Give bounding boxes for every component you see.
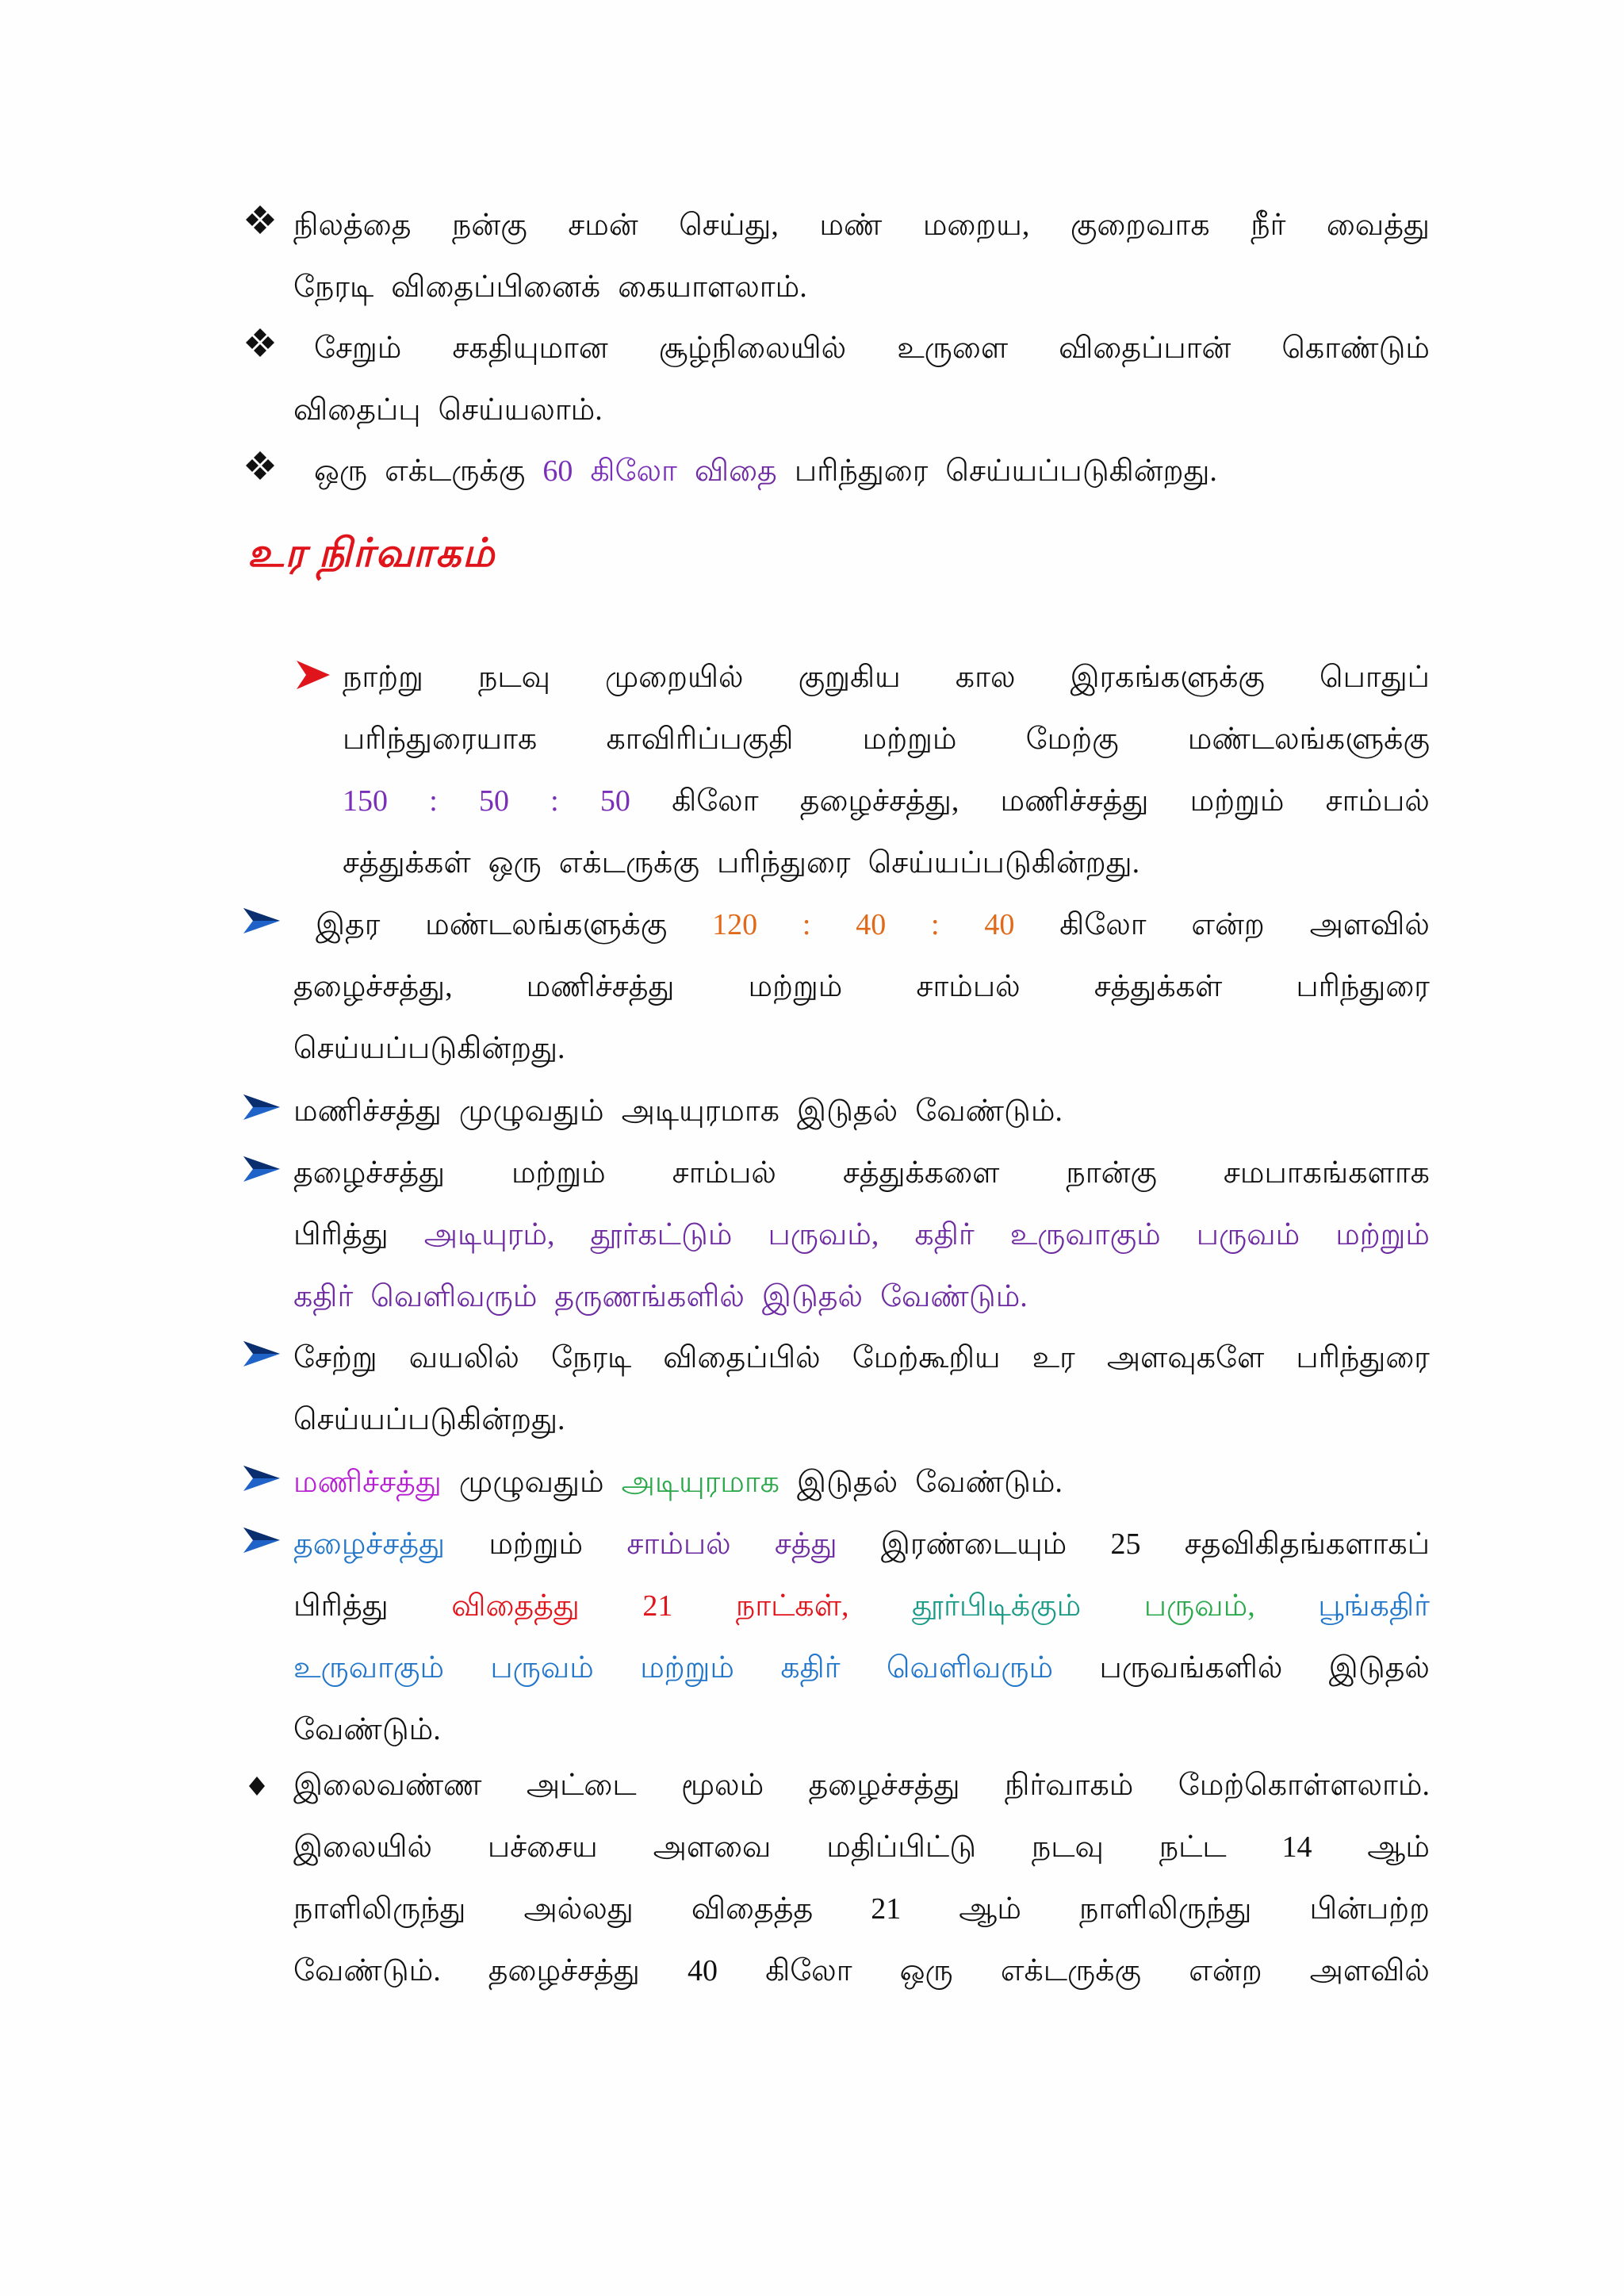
word: மற்றும்: [862, 723, 957, 756]
sowing-bullet-item: [293, 440, 1430, 502]
word: மேற்கூறிய: [852, 1341, 1001, 1374]
word: மேற்கு: [1025, 723, 1119, 756]
word: இரகங்களுக்கு: [1070, 661, 1265, 694]
word: 21: [642, 1589, 673, 1623]
word: தழைச்சத்து,: [799, 784, 959, 818]
word: கொண்டும்: [1281, 332, 1430, 365]
red-arrowhead-bullet-icon: [293, 656, 335, 697]
word: சேறும்: [314, 332, 402, 365]
text-line: [293, 256, 1430, 318]
word: நாட்கள்,: [735, 1589, 849, 1623]
word: ஒரு: [899, 1954, 953, 1987]
text-line: [343, 708, 1430, 770]
word: அடியுரமாக: [621, 1466, 780, 1499]
word: செய்யப்படுகின்றது.: [293, 1032, 565, 1065]
word: என்ற: [1191, 908, 1265, 941]
word: ஆம்: [959, 1892, 1021, 1926]
four-diamond-bullet-icon: [246, 327, 287, 368]
fertilizer-bullet-item: [343, 646, 1430, 894]
text-line: [293, 1816, 1430, 1878]
four-diamond-bullet-icon: [246, 204, 287, 245]
word: வேண்டும்.: [293, 1713, 441, 1746]
text-line: [293, 194, 1430, 256]
text-line: [293, 1513, 1430, 1575]
word: உருவாகும்: [1009, 1218, 1161, 1251]
word: மணிச்சத்து: [1000, 784, 1149, 818]
word: 14: [1281, 1830, 1312, 1864]
word: இதர: [316, 908, 381, 941]
word: எக்டருக்கு: [558, 846, 699, 880]
word: பச்சைய: [487, 1830, 598, 1864]
word: சமபாகங்களாக: [1223, 1156, 1430, 1190]
word: காவிரிப்பகுதி: [606, 723, 794, 756]
word: நாளிலிருந்து: [293, 1892, 466, 1926]
blue-arrowhead-bullet-icon: [242, 1152, 283, 1193]
word: :: [802, 908, 811, 941]
word: எக்டருக்கு: [385, 454, 526, 488]
text-line: [293, 1754, 1430, 1816]
word: மற்றும்: [1189, 784, 1285, 818]
fertilizer-bullet-item: [293, 1451, 1430, 1513]
fertilizer-bullet-item: [293, 1080, 1430, 1142]
word: கையாளலாம்.: [618, 270, 807, 304]
word: மற்றும்: [640, 1651, 734, 1685]
word: தழைச்சத்து,: [293, 970, 453, 1003]
word: சத்துக்கள்: [343, 846, 471, 880]
sowing-bullet-item: [293, 317, 1430, 441]
word: நட்ட: [1159, 1830, 1227, 1864]
word: விதைப்பினைக்: [391, 270, 601, 304]
word: சாம்பல்: [916, 970, 1021, 1003]
blue-arrowhead-bullet-icon: [242, 1523, 283, 1564]
word: தருணங்களில்: [554, 1280, 745, 1313]
word: பிரித்து: [293, 1589, 389, 1623]
word: :: [931, 908, 940, 941]
word: நன்கு: [451, 209, 527, 242]
four-diamond-bullet-icon: [246, 450, 287, 491]
word: பருவம்,: [1143, 1589, 1255, 1623]
blue-arrowhead-bullet-icon: [242, 1461, 283, 1502]
word: சத்துக்கள்: [1094, 970, 1223, 1003]
word: மற்றும்: [1335, 1218, 1430, 1251]
text-line: [343, 832, 1430, 894]
word: விதைப்பான்: [1059, 332, 1231, 365]
leaf-chart-item: [293, 1754, 1430, 2002]
word: மண்: [819, 209, 883, 242]
word: தழைச்சத்து: [488, 1954, 640, 1987]
word: தழைச்சத்து: [808, 1769, 960, 1802]
word: பரிந்துரையாக: [343, 723, 538, 756]
text-line: [293, 440, 1430, 502]
text-line: [293, 1699, 1430, 1761]
word: மதிப்பிட்டு: [826, 1830, 977, 1864]
word: இடுதல்: [761, 1280, 864, 1313]
text-line: [293, 1204, 1430, 1266]
text-line: [293, 1878, 1430, 1940]
word: இலைவண்ண: [293, 1769, 482, 1802]
sowing-bullet-item: [293, 194, 1430, 318]
word: மற்றும்: [488, 1527, 584, 1561]
word: பொதுப்: [1320, 661, 1430, 694]
word: முறையில்: [605, 661, 744, 694]
word: தூர்கட்டும்: [590, 1218, 733, 1251]
word: பிரித்து: [293, 1218, 389, 1251]
word: செய்து,: [679, 209, 779, 242]
word: உருளை: [897, 332, 1009, 365]
word: இடுதல்: [1328, 1651, 1430, 1685]
word: இடுதல்: [797, 1466, 898, 1499]
word: அளவை: [653, 1830, 772, 1864]
word: கதிர்: [293, 1280, 354, 1313]
word: சதவிகிதங்களாகப்: [1184, 1527, 1430, 1561]
word: பருவம்: [1196, 1218, 1300, 1251]
word: ஆம்: [1367, 1830, 1430, 1864]
word: கதிர்: [780, 1651, 841, 1685]
word: மற்றும்: [748, 970, 843, 1003]
word: தூர்பிடிக்கும்: [912, 1589, 1082, 1623]
word: அளவில்: [1309, 908, 1430, 941]
word: 60: [542, 454, 573, 488]
word: சூழ்நிலையில்: [658, 332, 847, 365]
word: தழைச்சத்து: [293, 1156, 446, 1190]
word: நிலத்தை: [293, 209, 412, 242]
word: 50: [478, 784, 509, 818]
word: சமன்: [568, 209, 638, 242]
word: செய்யப்படுகின்றது.: [293, 1403, 565, 1436]
word: சேற்று: [293, 1341, 377, 1374]
text-line: [293, 894, 1430, 956]
fertilizer-bullet-item: [293, 1142, 1430, 1328]
word: மண்டலங்களுக்கு: [425, 908, 668, 941]
word: கதிர்: [914, 1218, 975, 1251]
word: விதை: [694, 454, 777, 488]
word: கால: [955, 661, 1016, 694]
text-line: [293, 1080, 1430, 1142]
word: பரிந்துரை: [1296, 970, 1430, 1003]
text-line: [293, 317, 1430, 379]
word: விதைப்பு: [293, 393, 421, 427]
text-line: [293, 1018, 1430, 1079]
section-heading: உர நிர்வாகம்: [247, 531, 496, 575]
blue-arrowhead-bullet-icon: [242, 1090, 283, 1131]
word: விதைத்த: [691, 1892, 814, 1926]
word: குறைவாக: [1070, 209, 1210, 242]
blue-arrowhead-bullet-icon: [242, 1336, 283, 1378]
word: செய்யப்படுகின்றது.: [945, 454, 1217, 488]
word: நடவு: [477, 661, 550, 694]
word: நேரடி: [550, 1341, 632, 1374]
black-diamond-bullet-icon: [246, 1767, 287, 1808]
word: 150: [343, 784, 388, 818]
fertilizer-bullet-item: [293, 1513, 1430, 1761]
word: இடுதல்: [797, 1094, 898, 1128]
text-line: [343, 770, 1430, 832]
word: செய்யப்படுகின்றது.: [868, 846, 1140, 880]
word: பின்பற்ற: [1309, 1892, 1430, 1926]
word: நாற்று: [343, 661, 423, 694]
word: கிலோ: [1059, 908, 1147, 941]
word: கிலோ: [672, 784, 759, 818]
word: வயலில்: [408, 1341, 519, 1374]
word: பரிந்துரை: [717, 846, 851, 880]
word: வேண்டும்.: [915, 1094, 1063, 1128]
word: :: [429, 784, 438, 818]
word: உர: [1032, 1341, 1075, 1374]
word: அடியுரம்,: [423, 1218, 555, 1251]
word: பரிந்துரை: [794, 454, 929, 488]
word: நிர்வாகம்: [1004, 1769, 1134, 1802]
fertilizer-bullet-item: [293, 1327, 1430, 1451]
word: நீர்: [1251, 209, 1286, 242]
word: வெளிவரும்: [370, 1280, 538, 1313]
word: பருவம்: [490, 1651, 594, 1685]
word: நடவு: [1031, 1830, 1104, 1864]
word: விதைத்து: [451, 1589, 580, 1623]
text-line: [343, 646, 1430, 708]
text-line: [293, 956, 1430, 1018]
text-line: [293, 1451, 1430, 1513]
word: 21: [871, 1892, 902, 1926]
word: என்ற: [1189, 1954, 1262, 1987]
word: அடியுரமாக: [621, 1094, 780, 1128]
word: 25: [1110, 1527, 1141, 1561]
word: அட்டை: [526, 1769, 637, 1802]
word: கிலோ: [765, 1954, 852, 1987]
word: இலையில்: [293, 1830, 433, 1864]
text-line: [293, 1940, 1430, 2002]
word: மூலம்: [680, 1769, 764, 1802]
text-line: [293, 1575, 1430, 1637]
word: 120: [712, 908, 758, 941]
word: மறைய,: [922, 209, 1030, 242]
word: அல்லது: [523, 1892, 634, 1926]
word: முழுவதும்: [458, 1466, 604, 1499]
word: மணிச்சத்து: [293, 1094, 442, 1128]
word: 50: [599, 784, 630, 818]
text-line: [293, 1327, 1430, 1389]
word: மணிச்சத்து: [293, 1466, 442, 1499]
word: செய்யலாம்.: [438, 393, 603, 427]
word: நேரடி: [293, 270, 374, 304]
word: மண்டலங்களுக்கு: [1187, 723, 1430, 756]
word: உருவாகும்: [293, 1651, 445, 1685]
word: சகதியுமான: [452, 332, 608, 365]
word: நான்கு: [1066, 1156, 1157, 1190]
word: நாளிலிருந்து: [1078, 1892, 1252, 1926]
text-line: [293, 1142, 1430, 1204]
word: மற்றும்: [511, 1156, 606, 1190]
word: சாம்பல்: [1325, 784, 1430, 818]
word: தழைச்சத்து: [293, 1527, 446, 1561]
word: வெளிவரும்: [886, 1651, 1054, 1685]
word: மணிச்சத்து: [526, 970, 675, 1003]
word: பரிந்துரை: [1296, 1341, 1430, 1374]
word: 40: [687, 1954, 718, 1987]
fertilizer-bullet-item: [293, 894, 1430, 1079]
word: அளவில்: [1309, 1954, 1430, 1987]
word: சாம்பல்: [672, 1156, 776, 1190]
word: சாம்பல்: [626, 1527, 731, 1561]
word: பூங்கதிர்: [1318, 1589, 1430, 1623]
word: அளவுகளே: [1106, 1341, 1265, 1374]
word: ஒரு: [314, 454, 368, 488]
text-line: [293, 379, 1430, 441]
word: முழுவதும்: [458, 1094, 604, 1128]
word: பருவம்,: [768, 1218, 879, 1251]
word: சத்துக்களை: [842, 1156, 1000, 1190]
word: வேண்டும்.: [915, 1466, 1063, 1499]
text-line: [293, 1637, 1430, 1699]
word: குறுகிய: [798, 661, 901, 694]
word: 40: [984, 908, 1015, 941]
word: கிலோ: [590, 454, 677, 488]
word: எக்டருக்கு: [1000, 1954, 1142, 1987]
text-line: [293, 1266, 1430, 1328]
text-line: [293, 1389, 1430, 1451]
word: இரண்டையும்: [880, 1527, 1067, 1561]
word: வைத்து: [1326, 209, 1430, 242]
blue-arrowhead-bullet-icon: [242, 903, 283, 945]
word: சத்து: [774, 1527, 837, 1561]
word: 40: [856, 908, 887, 941]
word: பருவங்களில்: [1099, 1651, 1283, 1685]
word: வேண்டும்.: [293, 1954, 441, 1987]
word: :: [550, 784, 559, 818]
word: ஒரு: [488, 846, 542, 880]
word: மேற்கொள்ளலாம்.: [1178, 1769, 1430, 1802]
word: விதைப்பில்: [663, 1341, 821, 1374]
word: வேண்டும்.: [880, 1280, 1028, 1313]
